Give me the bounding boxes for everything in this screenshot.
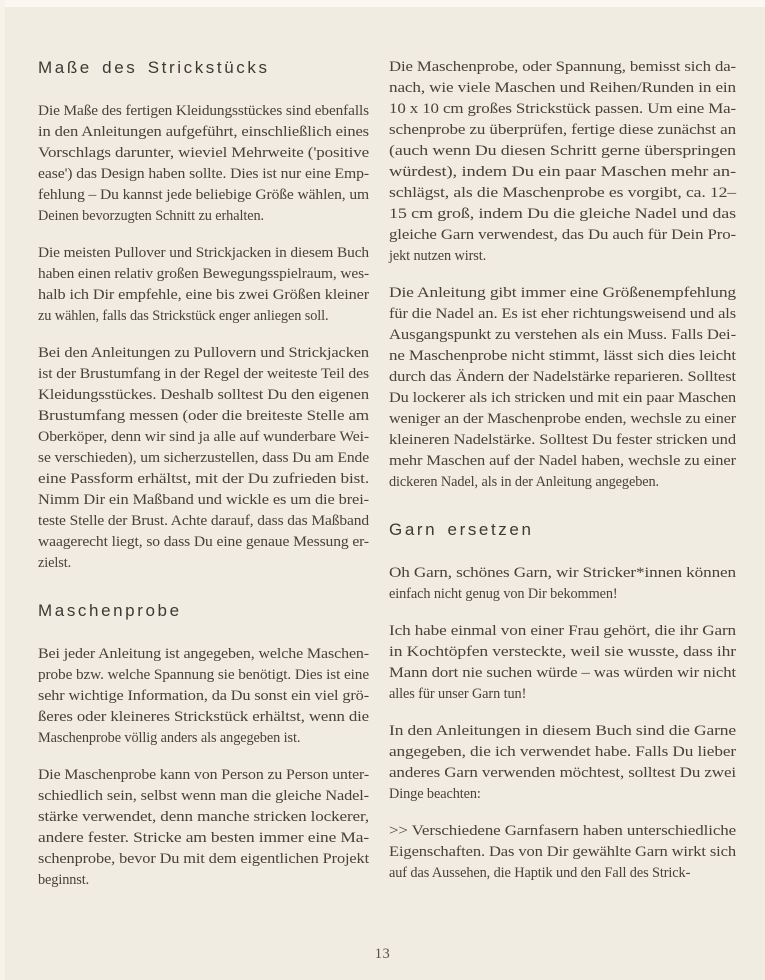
text-line: Deinen bevorzugten Schnitt zu erhalten. xyxy=(38,208,264,224)
text-line: zu wählen, falls das Strickstück enger anliegen soll. xyxy=(38,308,329,324)
text-line: Bei jeder Anleitung ist angegeben, welche Maschen- xyxy=(38,646,369,662)
text-line: in den Anleitungen aufgeführt, einschließlich eines xyxy=(38,124,369,140)
paragraph xyxy=(38,643,369,748)
text-line: Die meisten Pullover und Strickjacken in diesem Buch xyxy=(38,245,369,261)
text-line: Ich habe einmal von einer Frau gehört, die ihr Garn xyxy=(389,623,736,639)
text-line: Eigenschaften. Das von Dir gewählte Garn wirkt sich xyxy=(389,844,736,860)
section-heading: Maße des Strickstücks xyxy=(38,58,270,77)
text-line: Die Maschenprobe kann von Person zu Person unter- xyxy=(38,767,369,783)
text-line: durch das Ändern der Nadelstärke reparieren. Solltest xyxy=(389,369,736,385)
text-line: gleiche Garn verwendest, das Du auch für Dein Pro- xyxy=(389,227,736,243)
text-line: waagerecht liegt, so dass Du eine genaue Messung er- xyxy=(38,534,369,550)
text-line: beginnst. xyxy=(38,872,90,888)
text-line: halb ich Dir empfehle, eine bis zwei Größen kleiner xyxy=(38,287,369,303)
text-line: 15 cm groß, indem Du die gleiche Nadel und das xyxy=(389,206,736,222)
text-line: ne Maschenprobe nicht stimmt, lässt sich dies leicht xyxy=(389,348,736,364)
paragraph xyxy=(389,56,736,266)
text-line: ist der Brustumfang in der Regel der weiteste Teil des xyxy=(38,366,369,382)
text-line: probe bzw. welche Spannung sie benötigt. Dies ist eine xyxy=(38,667,369,683)
text-line: Du lockerer als ich stricken und mit ein paar Maschen xyxy=(389,390,736,406)
text-line: Die Anleitung gibt immer eine Größenempfehlung xyxy=(389,285,736,301)
text-line: dickeren Nadel, als in der Anleitung angegeben. xyxy=(389,474,660,490)
text-column-left xyxy=(38,56,369,906)
text-column-right xyxy=(389,56,736,899)
text-line: schlägst, als die Maschenprobe es vorgibt, ca. 12– xyxy=(389,185,736,201)
paragraph xyxy=(389,562,736,604)
text-line: alles für unser Garn tun! xyxy=(389,686,527,702)
text-line: Oh Garn, schönes Garn, wir Stricker*innen können xyxy=(389,565,736,581)
text-line: Vorschlags darunter, wieviel Mehrweite ('positive xyxy=(38,145,369,161)
text-line: jekt nutzen wirst. xyxy=(389,248,487,264)
paragraph xyxy=(389,620,736,704)
text-line: stärke verwendet, denn manche stricken lockerer, xyxy=(38,809,369,825)
paragraph xyxy=(38,764,369,890)
text-line: für die Nadel an. Es ist eher richtungsweisend und als xyxy=(389,306,736,322)
text-line: >> Verschiedene Garnfasern haben unterschiedliche xyxy=(389,823,736,839)
text-line: In den Anleitungen in diesem Buch sind die Garne xyxy=(389,723,736,739)
text-line: fehlung – Du kannst jede beliebige Größe wählen, um xyxy=(38,187,369,203)
section-heading: Maschenprobe xyxy=(38,601,182,620)
text-line: Die Maschenprobe, oder Spannung, bemisst sich da- xyxy=(389,59,736,75)
text-line: schiedlich sein, selbst wenn man die gleiche Nadel- xyxy=(38,788,369,804)
paragraph xyxy=(389,820,736,883)
paragraph xyxy=(389,720,736,804)
text-line: würdest), indem Du ein paar Maschen mehr an- xyxy=(389,164,736,180)
text-line: ease') das Design haben sollte. Dies ist nur eine Emp- xyxy=(38,166,369,182)
text-line: einfach nicht genug von Dir bekommen! xyxy=(389,586,618,602)
text-line: Brustumfang messen (oder die breiteste Stelle am xyxy=(38,408,369,424)
page-top-edge xyxy=(0,0,765,7)
page-number: 13 xyxy=(374,946,391,962)
text-line: se verschieden), um sicherzustellen, dass Du am Ende xyxy=(38,450,369,466)
text-line: nach, wie viele Maschen und Reihen/Runden in ein xyxy=(389,80,736,96)
text-line: Mann dort nie suchen würde – was würden wir nicht xyxy=(389,665,736,681)
text-line: Oberköper, denn wir sind ja alle auf wunderbare Wei- xyxy=(38,429,369,445)
text-line: Die Maße des fertigen Kleidungsstückes sind ebenfalls xyxy=(38,103,369,119)
text-line: Bei den Anleitungen zu Pullovern und Strickjacken xyxy=(38,345,369,361)
text-line: Ausgangspunkt zu verstehen als ein Muss. Falls Dei- xyxy=(389,327,736,343)
text-line: ßeres oder kleineres Strickstück erhältst, wenn die xyxy=(38,709,369,725)
text-line: angegeben, die ich verwendet habe. Falls Du lieber xyxy=(389,744,736,760)
text-line: teste Stelle der Brust. Achte darauf, dass das Maßband xyxy=(38,513,369,529)
text-line: anderes Garn verwenden möchtest, solltest Du zwei xyxy=(389,765,736,781)
text-line: 10 x 10 cm großes Strickstück passen. Um eine Ma- xyxy=(389,101,736,117)
text-line: mehr Maschen auf der Nadel haben, wechsle zu einer xyxy=(389,453,736,469)
text-line: haben einen relativ großen Bewegungsspielraum, wes- xyxy=(38,266,369,282)
text-line: kleineren Nadelstärke. Solltest Du fester stricken und xyxy=(389,432,736,448)
text-line: zielst. xyxy=(38,555,72,571)
text-line: auf das Aussehen, die Haptik und den Fall des Strick- xyxy=(389,865,691,881)
paragraph xyxy=(38,342,369,573)
text-line: Kleidungsstückes. Deshalb solltest Du den eigenen xyxy=(38,387,370,403)
text-line: eine Passform erhältst, mit der Du zufrieden bist. xyxy=(38,471,369,487)
text-line: schenprobe, bevor Du mit dem eigentlichen Projekt xyxy=(38,851,369,867)
text-line: sehr wichtige Information, da Du sonst ein viel grö- xyxy=(38,688,369,704)
text-line: (auch wenn Du diesen Schritt gerne überspringen xyxy=(389,143,736,159)
text-line: Dinge beachten: xyxy=(389,786,481,802)
text-line: Nimm Dir ein Maßband und wickle es um die brei- xyxy=(38,492,369,508)
page-left-edge xyxy=(0,0,5,980)
text-line: Maschenprobe völlig anders als angegeben ist. xyxy=(38,730,301,746)
paragraph xyxy=(38,100,369,226)
text-line: weniger an der Maschenprobe enden, wechsle zu einer xyxy=(389,411,736,427)
paragraph xyxy=(38,242,369,326)
paragraph xyxy=(389,282,736,492)
text-line: andere fester. Stricke am besten immer eine Ma- xyxy=(38,830,369,846)
section-heading: Garn ersetzen xyxy=(389,520,534,539)
text-line: schenprobe zu überprüfen, fertige diese zunächst an xyxy=(389,122,736,138)
text-line: in Kochtöpfen versteckte, weil sie wusste, dass ihr xyxy=(389,644,736,660)
